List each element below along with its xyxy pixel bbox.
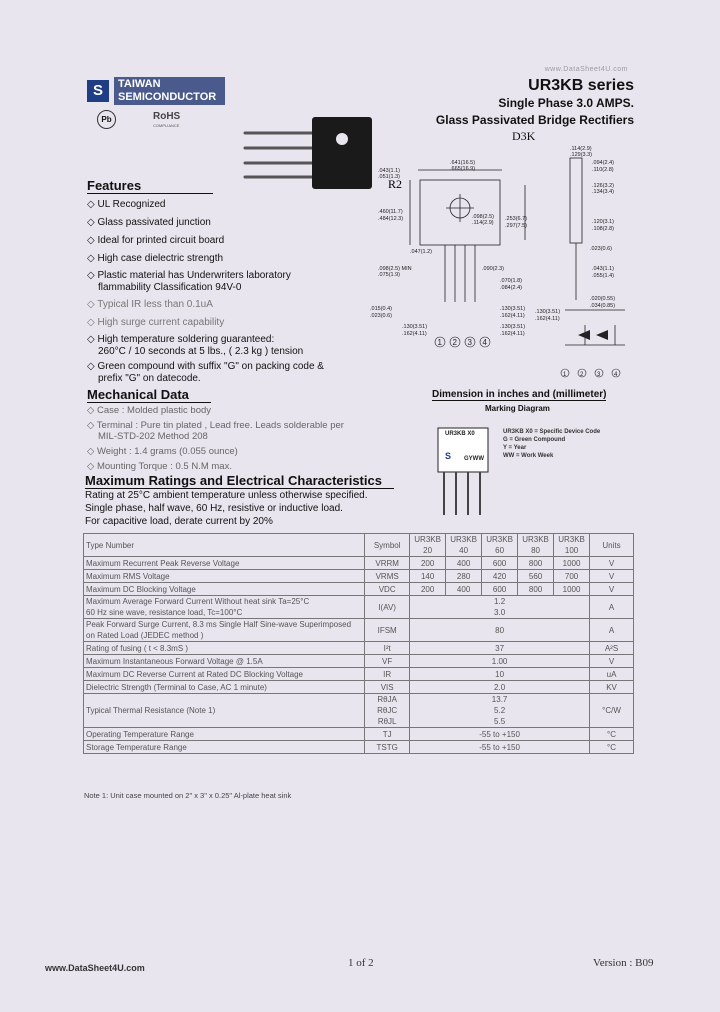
mech-text: Mounting Torque : 0.5 N.M max. xyxy=(96,461,232,472)
value-cell: 400 xyxy=(446,557,482,570)
ratings-table xyxy=(83,533,634,754)
marking-date-code: GYWW xyxy=(464,456,484,462)
feature-item: ◇ Green compound with suffix "G" on packing code & xyxy=(87,361,324,372)
unit-cell: °C/W xyxy=(590,694,634,728)
table-row xyxy=(84,728,634,741)
symbol-cell: VIS xyxy=(365,681,410,694)
symbol-line: RθJA xyxy=(377,695,397,704)
feature-text: Typical IR less than 0.1uA xyxy=(97,299,213,310)
table-row xyxy=(84,557,634,570)
value-cell: 140 xyxy=(410,570,446,583)
dim-label: .114(2.9) xyxy=(472,220,494,226)
marking-legend: WW = Work Week xyxy=(503,453,554,459)
table-note: Note 1: Unit case mounted on 2" x 3" x 0.25" Al-plate heat sink xyxy=(84,791,292,800)
svg-text:2: 2 xyxy=(580,372,584,378)
company-name xyxy=(114,77,225,105)
param-cell: Rating of fusing ( t < 8.3mS ) xyxy=(84,642,365,655)
header-part-name: UR3KB xyxy=(558,535,585,544)
dim-label: .120(3.1) xyxy=(592,219,615,225)
dimension-caption: Dimension in inches and (millimeter) xyxy=(432,389,607,400)
dim-label: .075(1.9) xyxy=(378,272,401,278)
dim-label: .034(0.85) xyxy=(590,303,616,309)
dim-label: .129(3.3) xyxy=(570,152,593,158)
header-cell xyxy=(518,534,554,557)
header-cell xyxy=(482,534,518,557)
symbol-cell: I(AV) xyxy=(365,596,410,619)
feature-text: Glass passivated junction xyxy=(97,217,211,228)
symbol-cell: IFSM xyxy=(365,619,410,642)
marking-diagram xyxy=(430,425,500,515)
header-part-suffix: 80 xyxy=(531,546,541,555)
feature-item: ◇ Glass passivated junction xyxy=(87,217,211,228)
dim-label: .162(4.11) xyxy=(402,331,427,337)
dim-label: .641(16.5) xyxy=(450,160,476,166)
dim-label: .253(6.7) xyxy=(505,216,528,222)
marking-legend: G = Green Compound xyxy=(503,437,566,443)
dim-label: .130(3.51) xyxy=(535,309,561,315)
feature-item: ◇ Typical IR less than 0.1uA xyxy=(87,299,213,310)
component-photo xyxy=(240,115,380,190)
version-label: Version : B09 xyxy=(593,957,654,969)
param-cell: Operating Temperature Range xyxy=(84,728,365,741)
value-line: 5.5 xyxy=(494,717,506,726)
feature-text: Ideal for printed circuit board xyxy=(97,235,225,246)
value-cell: 400 xyxy=(446,583,482,596)
table-row xyxy=(84,741,634,754)
value-cell: -55 to +150 xyxy=(410,728,590,741)
unit-cell: A²S xyxy=(590,642,634,655)
feature-text: Green compound with suffix "G" on packing code & xyxy=(97,361,324,372)
symbol-cell: VRMS xyxy=(365,570,410,583)
dim-label: .484(12.3) xyxy=(378,216,404,222)
value-cell: 37 xyxy=(410,642,590,655)
mech-item: ◇ Weight : 1.4 grams (0.055 ounce) xyxy=(87,446,238,457)
dim-label: .114(2.9) xyxy=(570,146,592,152)
table-row xyxy=(84,668,634,681)
dim-label: .043(1.1) xyxy=(592,266,615,272)
unit-cell: V xyxy=(590,583,634,596)
mechanical-heading: Mechanical Data xyxy=(87,387,211,403)
feature-text: High temperature soldering guaranteed: xyxy=(97,334,275,345)
header-part-name: UR3KB xyxy=(450,535,477,544)
footer-url[interactable]: www.DataSheet4U.com xyxy=(45,963,145,973)
svg-text:1: 1 xyxy=(437,338,442,347)
unit-cell: V xyxy=(590,570,634,583)
value-cell: 560 xyxy=(518,570,554,583)
feature-item: ◇ UL Recognized xyxy=(87,199,166,210)
dim-label: .162(4.11) xyxy=(535,316,560,322)
value-cell: 2.0 xyxy=(410,681,590,694)
param-cell: Maximum Instantaneous Forward Voltage @ 1.5A xyxy=(84,655,365,668)
feature-item: ◇ High temperature soldering guaranteed: xyxy=(87,334,275,345)
ratings-condition: Single phase, half wave, 60 Hz, resistive or inductive load. xyxy=(85,503,343,514)
subtitle-rating: Single Phase 3.0 AMPS. xyxy=(498,96,634,110)
feature-item: ◇ Plastic material has Underwriters laboratory xyxy=(87,270,291,281)
param-line: Peak Forward Surge Current, 8.3 ms Single Half Sine-wave Superimposed xyxy=(86,620,352,629)
param-cell: Dielectric Strength (Terminal to Case, AC 1 minute) xyxy=(84,681,365,694)
value-cell xyxy=(410,596,590,619)
dim-label: .043(1.1) xyxy=(378,168,401,174)
mech-item: ◇ Case : Molded plastic body xyxy=(87,405,212,416)
value-cell: 280 xyxy=(446,570,482,583)
header-cell xyxy=(446,534,482,557)
feature-item-cont: 260°C / 10 seconds at 5 lbs., ( 2.3 kg ) tension xyxy=(98,346,304,357)
unit-cell: V xyxy=(590,655,634,668)
symbol-line: RθJC xyxy=(377,706,398,715)
ratings-heading: Maximum Ratings and Electrical Characteristics xyxy=(85,473,394,489)
series-title: UR3KB series xyxy=(528,77,634,94)
dim-label: .130(3.51) xyxy=(500,306,526,312)
feature-item: ◇ Ideal for printed circuit board xyxy=(87,235,225,246)
dim-label: .460(11.7) xyxy=(378,209,403,215)
rohs-badge: RoHS xyxy=(153,111,181,122)
param-line: Maximum Average Forward Current Without heat sink Ta=25°C xyxy=(86,597,310,606)
table-header-row xyxy=(84,534,634,557)
symbol-cell: VDC xyxy=(365,583,410,596)
value-cell: 800 xyxy=(518,557,554,570)
svg-text:3: 3 xyxy=(597,372,601,378)
value-cell: 600 xyxy=(482,557,518,570)
marking-legend: Y = Year xyxy=(503,445,527,451)
dim-label: .297(7.5) xyxy=(505,223,528,229)
ratings-condition: For capacitive load, derate current by 20% xyxy=(85,516,273,527)
header-cell xyxy=(410,534,446,557)
dim-label: .130(3.51) xyxy=(500,324,526,330)
feature-text: Plastic material has Underwriters laboratory xyxy=(97,270,291,281)
feature-item-cont: prefix "G" on datecode. xyxy=(98,373,201,384)
symbol-line: RθJL xyxy=(377,717,397,726)
dim-label: .047(1.2) xyxy=(410,249,433,255)
dim-label: .130(3.51) xyxy=(402,324,428,330)
value-line: 1.2 xyxy=(494,597,506,606)
unit-cell: A xyxy=(590,596,634,619)
svg-text:1: 1 xyxy=(563,372,567,378)
dim-label: .134(3.4) xyxy=(592,189,615,195)
param-cell: Typical Thermal Resistance (Note 1) xyxy=(84,694,365,728)
dim-label: .162(4.11) xyxy=(500,313,525,319)
svg-text:3: 3 xyxy=(467,338,472,347)
table-row xyxy=(84,583,634,596)
header-part-suffix: 20 xyxy=(423,546,433,555)
value-cell: 200 xyxy=(410,583,446,596)
table-row xyxy=(84,570,634,583)
marking-caption: Marking Diagram xyxy=(485,404,550,413)
value-cell: 200 xyxy=(410,557,446,570)
value-cell: 80 xyxy=(410,619,590,642)
header-cell xyxy=(554,534,590,557)
mech-item: ◇ Terminal : Pure tin plated , Lead free. Leads solderable per xyxy=(87,420,344,431)
table-row xyxy=(84,619,634,642)
unit-cell: V xyxy=(590,557,634,570)
ratings-condition: Rating at 25°C ambient temperature unless otherwise specified. xyxy=(85,490,368,501)
param-cell: Maximum Recurrent Peak Reverse Voltage xyxy=(84,557,365,570)
header-cell: Type Number xyxy=(84,534,365,557)
dim-label: .126(3.2) xyxy=(592,183,615,189)
symbol-cell: VF xyxy=(365,655,410,668)
unit-cell: KV xyxy=(590,681,634,694)
dim-label: .051(1.3) xyxy=(378,174,401,180)
table-row xyxy=(84,642,634,655)
symbol-cell: TJ xyxy=(365,728,410,741)
unit-cell: °C xyxy=(590,728,634,741)
marking-device-code: UR3KB X0 xyxy=(445,431,475,437)
symbol-cell: IR xyxy=(365,668,410,681)
radius-label: R2 xyxy=(388,177,403,191)
brand-line-2: SEMICONDUCTOR xyxy=(118,91,217,103)
feature-item-cont: flammability Classification 94V-0 xyxy=(98,282,242,293)
param-cell xyxy=(84,596,365,619)
dim-label: .020(0.55) xyxy=(590,296,616,302)
unit-cell: A xyxy=(590,619,634,642)
param-line: 60 Hz sine wave, resistance load, Tc=100°C xyxy=(86,608,243,617)
param-cell: Maximum DC Blocking Voltage xyxy=(84,583,365,596)
dim-label: .023(0.6) xyxy=(590,246,613,252)
marking-legend: UR3KB X0 = Specific Device Code xyxy=(503,429,601,435)
svg-text:4: 4 xyxy=(482,338,487,347)
marking-logo: S xyxy=(445,451,452,461)
value-cell: 10 xyxy=(410,668,590,681)
watermark-url: www.DataSheet4U.com xyxy=(544,66,628,73)
dimension-drawing xyxy=(360,140,640,385)
value-cell: 800 xyxy=(518,583,554,596)
mech-text: Case : Molded plastic body xyxy=(96,405,212,416)
feature-item: ◇ High case dielectric strength xyxy=(87,253,224,264)
dim-label: .665(16.9) xyxy=(450,166,476,172)
unit-cell: °C xyxy=(590,741,634,754)
value-cell xyxy=(410,694,590,728)
dim-label: .110(2.8) xyxy=(592,167,614,173)
pb-free-badge: Pb xyxy=(97,110,116,129)
table-row xyxy=(84,596,634,619)
dim-label: .090(2.3) xyxy=(482,266,505,272)
feature-text: High surge current capability xyxy=(97,317,225,328)
svg-text:4: 4 xyxy=(614,372,618,378)
param-line: on Rated Load (JEDEC method ) xyxy=(86,631,204,640)
package-name: D3K xyxy=(512,129,536,143)
page-number: 1 of 2 xyxy=(348,957,374,969)
param-cell: Maximum RMS Voltage xyxy=(84,570,365,583)
value-cell: 1.00 xyxy=(410,655,590,668)
header-part-suffix: 100 xyxy=(564,546,579,555)
feature-item: ◇ High surge current capability xyxy=(87,317,225,328)
symbol-cell: I²t xyxy=(365,642,410,655)
symbol-cell xyxy=(365,694,410,728)
symbol-cell: TSTG xyxy=(365,741,410,754)
dim-label: .070(1.8) xyxy=(500,278,523,284)
value-line: 5.2 xyxy=(494,706,506,715)
param-cell: Storage Temperature Range xyxy=(84,741,365,754)
value-cell: 600 xyxy=(482,583,518,596)
brand-line-1: TAIWAN xyxy=(118,78,161,90)
header-part-suffix: 60 xyxy=(495,546,505,555)
param-cell: Maximum DC Reverse Current at Rated DC Blocking Voltage xyxy=(84,668,365,681)
symbol-cell: VRRM xyxy=(365,557,410,570)
value-cell: 1000 xyxy=(554,557,590,570)
value-cell: 1000 xyxy=(554,583,590,596)
dim-label: .098(2.5) xyxy=(472,214,495,220)
mech-item: ◇ Mounting Torque : 0.5 N.M max. xyxy=(87,461,232,472)
dim-label: .055(1.4) xyxy=(592,273,615,279)
dim-label: .108(2.8) xyxy=(592,226,615,232)
value-cell: -55 to +150 xyxy=(410,741,590,754)
value-cell: 420 xyxy=(482,570,518,583)
company-logo: S xyxy=(87,80,109,102)
dim-label: .023(0.6) xyxy=(370,313,393,319)
dim-label: .094(2.4) xyxy=(592,160,615,166)
dim-label: .098(2.5) MIN xyxy=(378,266,412,272)
feature-text: High case dielectric strength xyxy=(97,253,224,264)
value-line: 13.7 xyxy=(491,695,508,704)
unit-cell: uA xyxy=(590,668,634,681)
table-row xyxy=(84,681,634,694)
param-cell xyxy=(84,619,365,642)
header-part-name: UR3KB xyxy=(486,535,513,544)
mech-item-cont: MIL-STD-202 Method 208 xyxy=(98,431,208,442)
header-part-name: UR3KB xyxy=(414,535,441,544)
subtitle-type: Glass Passivated Bridge Rectifiers xyxy=(435,113,634,127)
header-part-name: UR3KB xyxy=(522,535,549,544)
header-cell: Symbol xyxy=(365,534,410,557)
value-cell: 700 xyxy=(554,570,590,583)
features-heading: Features xyxy=(87,178,213,194)
mech-text: Terminal : Pure tin plated , Lead free. Leads solderable per xyxy=(96,420,344,431)
header-part-suffix: 40 xyxy=(459,546,469,555)
dim-label: .084(2.4) xyxy=(500,285,523,291)
header-cell: Units xyxy=(590,534,634,557)
mech-text: Weight : 1.4 grams (0.055 ounce) xyxy=(96,446,238,457)
svg-text:2: 2 xyxy=(452,338,457,347)
value-line: 3.0 xyxy=(494,608,506,617)
table-row xyxy=(84,694,634,728)
rohs-compliance-label: COMPLIANCE xyxy=(153,123,180,128)
dim-label: .162(4.11) xyxy=(500,331,525,337)
feature-text: UL Recognized xyxy=(97,199,166,210)
table-row xyxy=(84,655,634,668)
dim-label: .015(0.4) xyxy=(370,306,393,312)
